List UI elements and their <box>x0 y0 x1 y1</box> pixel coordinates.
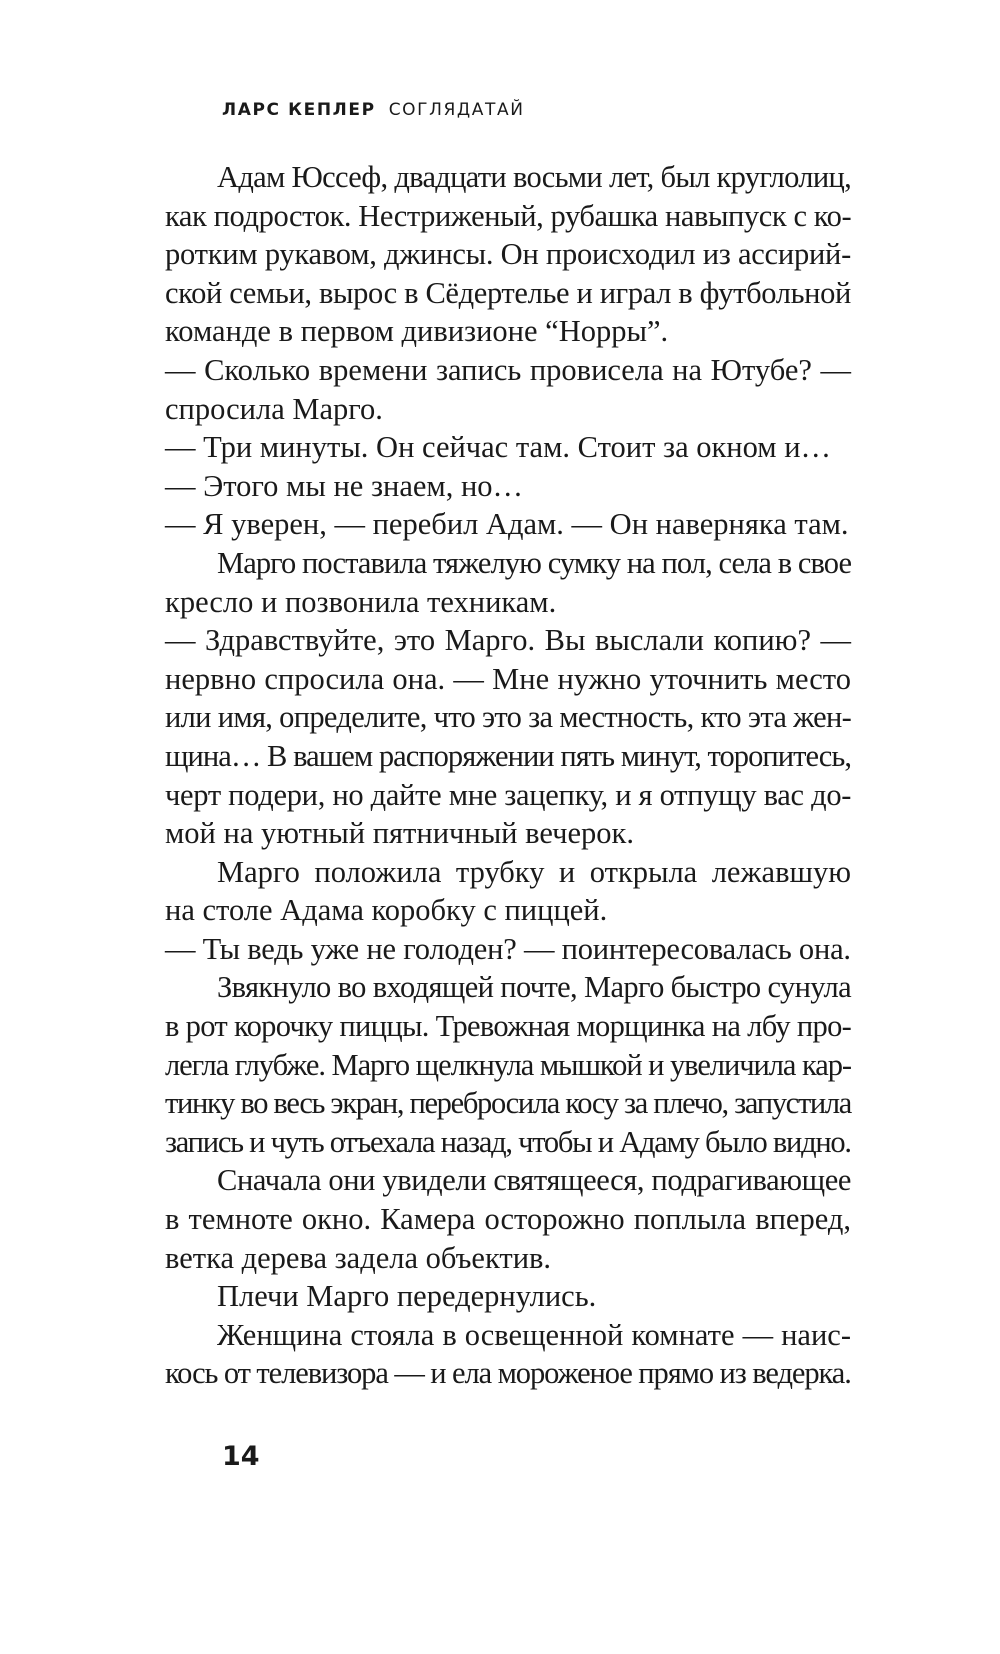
page-number: 14 <box>222 1441 260 1472</box>
running-header-title: СОГЛЯДАТАЙ <box>388 100 525 120</box>
text-line: Марго поставила тяжелую сумку на пол, села в свое <box>217 545 852 580</box>
text-line: — Три минуты. Он сейчас там. Стоит за окном и… <box>165 430 832 465</box>
running-header <box>222 100 525 120</box>
text-line: команде в первом дивизионе “Норры”. <box>165 314 669 349</box>
text-line: как подросток. Нестриженый, рубашка навыпуск с ко- <box>165 198 852 233</box>
text-line: ветка дерева задела объектив. <box>165 1240 552 1275</box>
text-line: в темноте окно. Камера осторожно поплыла вперед, <box>165 1202 851 1237</box>
text-line: мой на уютный пятничный вечерок. <box>165 816 634 851</box>
text-line: легла глубже. Марго щелкнула мышкой и увеличила кар- <box>165 1047 852 1082</box>
text-line: — Этого мы не знаем, но… <box>165 468 524 503</box>
running-header-author: ЛАРС КЕПЛЕР <box>222 100 376 120</box>
text-line: — Здравствуйте, это Марго. Вы выслали копию? — <box>165 623 851 658</box>
text-line: Адам Юссеф, двадцати восьми лет, был круглолиц, <box>217 160 851 194</box>
text-line: Плечи Марго передернулись. <box>217 1279 597 1314</box>
text-line: тинку во весь экран, перебросила косу за плечо, запустила <box>165 1086 851 1121</box>
text-line: на столе Адама коробку с пиццей. <box>165 893 608 928</box>
text-line: ской семьи, вырос в Сёдертелье и играл в футбольной <box>165 275 851 310</box>
text-line: нервно спросила она. — Мне нужно уточнить место <box>165 661 851 696</box>
text-line: — Я уверен, — перебил Адам. — Он наверняка там. <box>165 507 849 542</box>
text-line: — Сколько времени запись провисела на Ютубе? — <box>165 352 851 387</box>
text-line: — Ты ведь уже не голоден? — поинтересовалась она. <box>165 931 851 966</box>
text-line: спросила Марго. <box>165 391 383 426</box>
text-line: Марго положила трубку и открыла лежавшую <box>217 854 851 889</box>
text-line: черт подери, но дайте мне зацепку, и я отпущу вас до- <box>165 777 852 812</box>
text-line: кресло и позвонила техникам. <box>165 584 557 619</box>
text-line: или имя, определите, что это за местность, кто эта жен- <box>165 700 852 735</box>
body-text <box>165 158 851 1393</box>
text-line: кось от телевизора — и ела мороженое прямо из ведерка. <box>165 1356 851 1391</box>
text-line: щина… В вашем распоряжении пять минут, торопитесь, <box>165 738 851 773</box>
text-line: Женщина стояла в освещенной комнате — наис- <box>217 1317 851 1352</box>
text-line: Сначала они увидели святящееся, подрагивающее <box>217 1163 852 1198</box>
text-line: в рот корочку пиццы. Тревожная морщинка на лбу про- <box>165 1009 852 1044</box>
text-line: ротким рукавом, джинсы. Он происходил из ассирий- <box>165 237 852 272</box>
text-line: Звякнуло во входящей почте, Марго быстро сунула <box>217 970 851 1005</box>
text-line: запись и чуть отъехала назад, чтобы и Адаму было видно. <box>165 1124 851 1159</box>
